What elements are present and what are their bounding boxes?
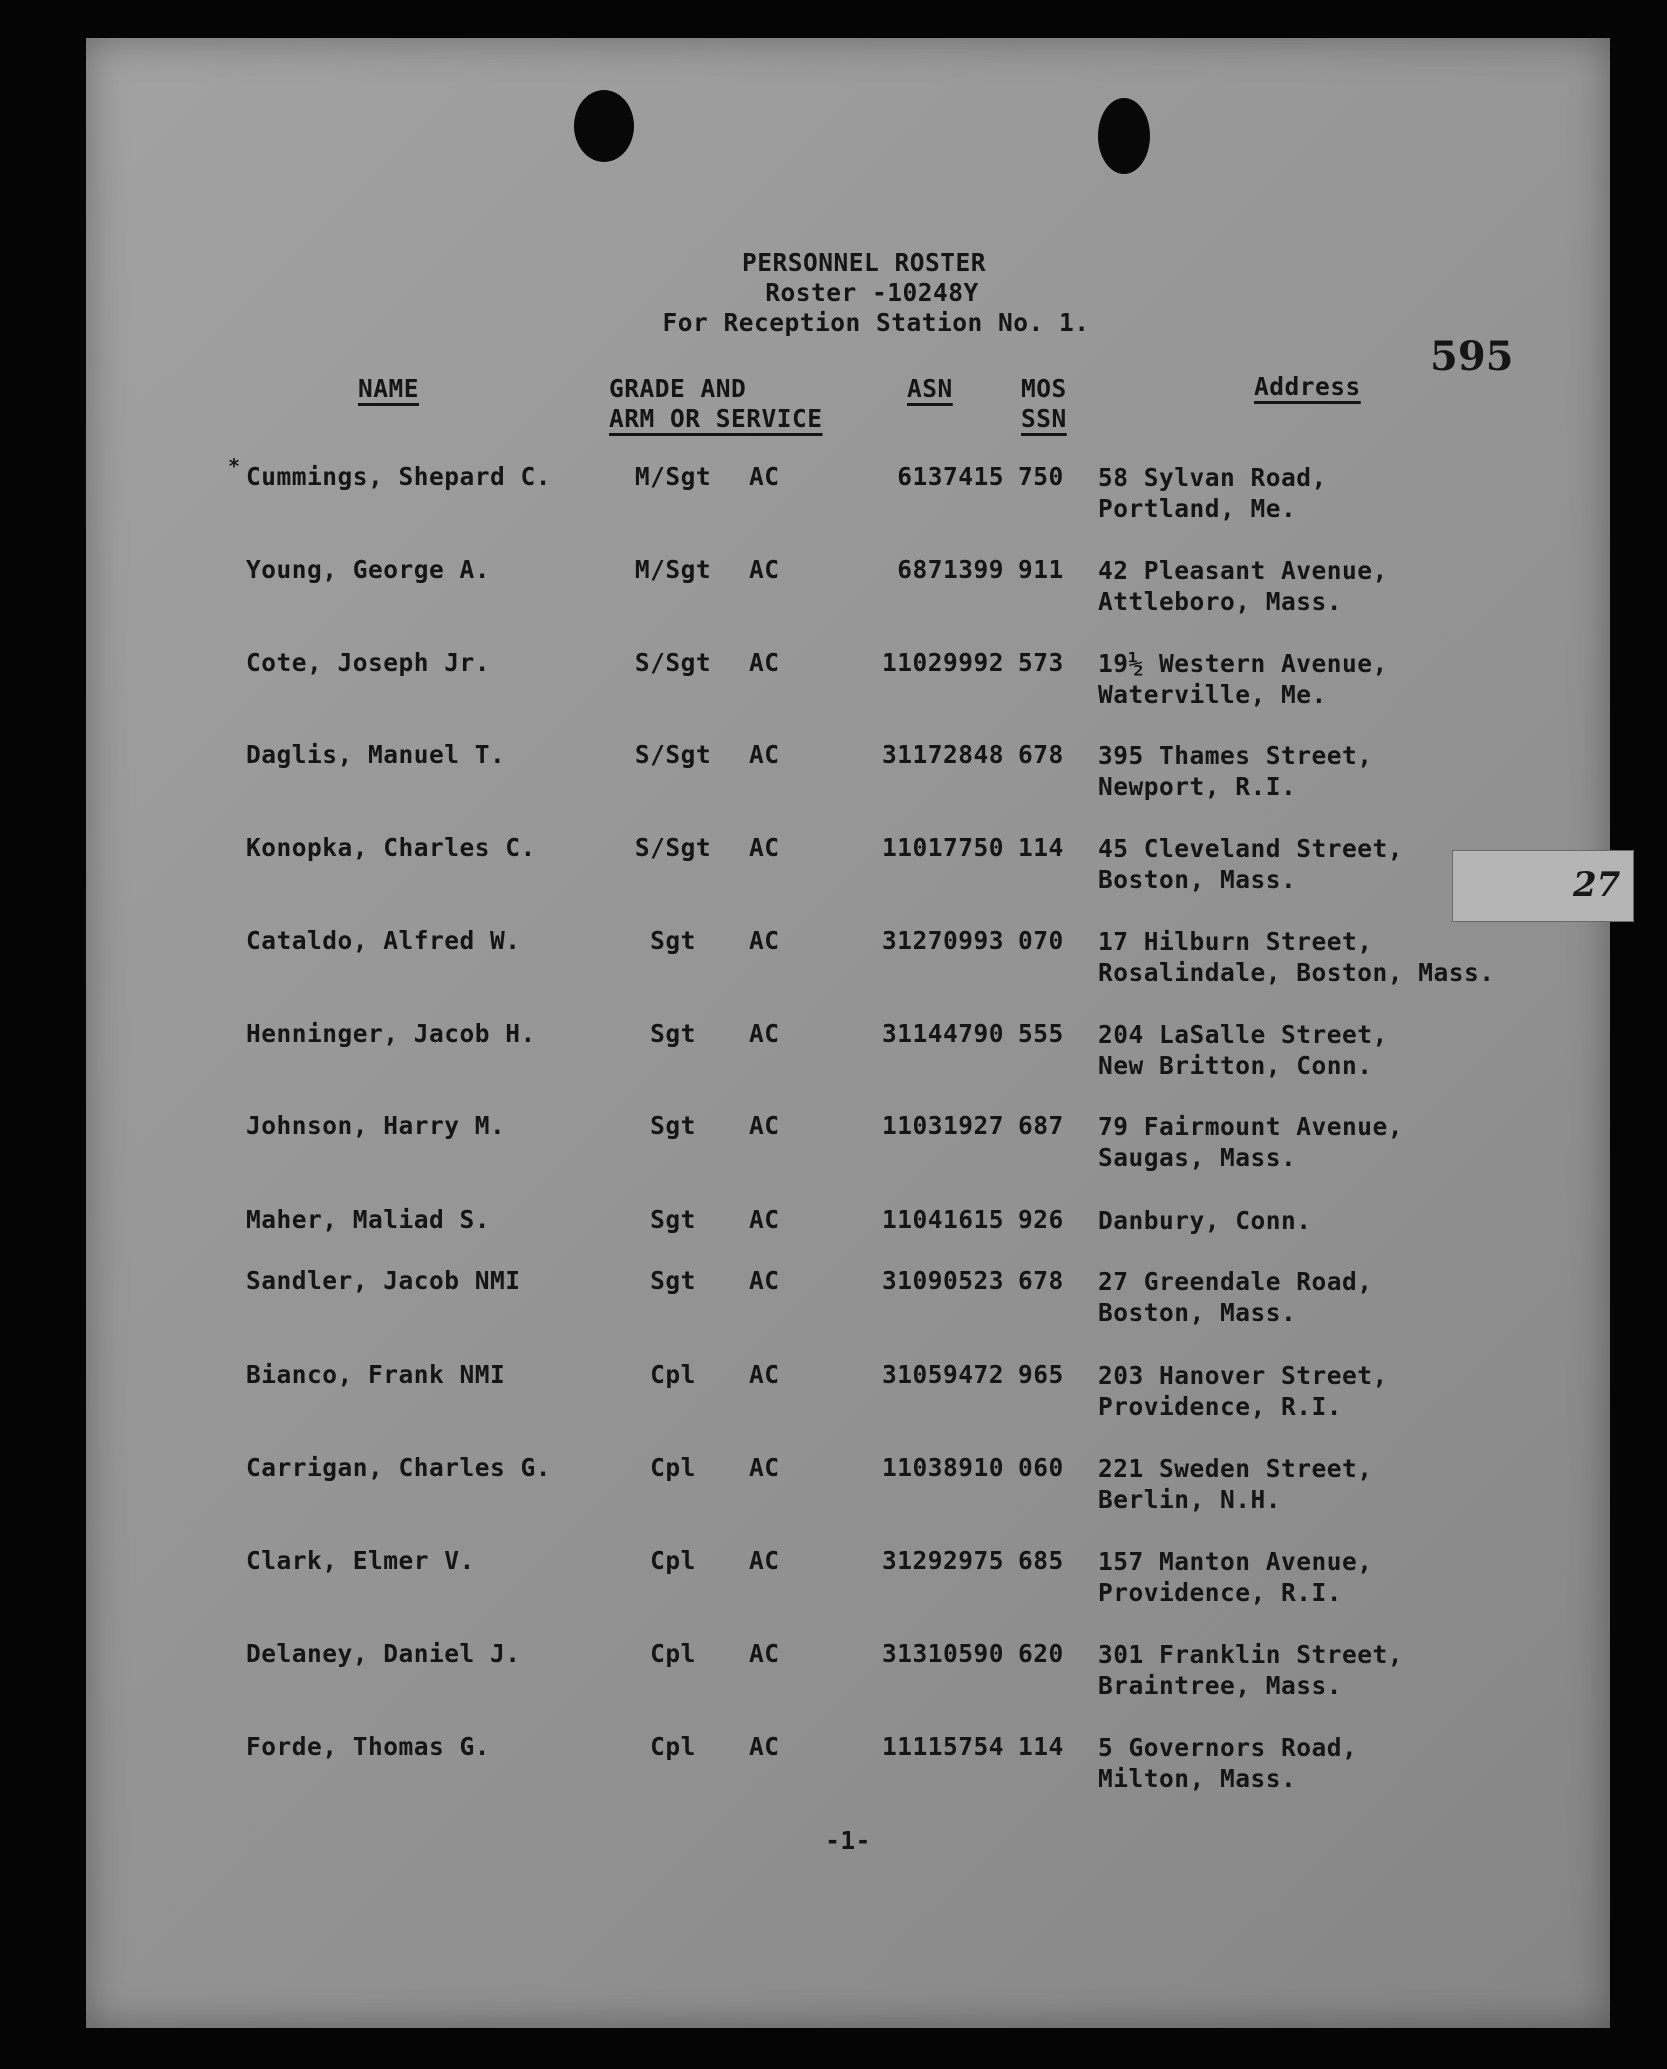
cell-grade: M/Sgt — [634, 462, 712, 491]
address-line: 19½ Western Avenue, — [1098, 649, 1388, 678]
address-line: Providence, R.I. — [1098, 1578, 1343, 1607]
address-line: Milton, Mass. — [1098, 1764, 1297, 1793]
address-line: 79 Fairmount Avenue, — [1098, 1112, 1404, 1141]
cell-grade: Sgt — [650, 1019, 696, 1048]
cell-arm: AC — [749, 1111, 780, 1140]
cell-arm: AC — [749, 1453, 780, 1482]
roster-number: Roster -10248Y — [765, 278, 979, 307]
cell-mos: 114 — [1018, 833, 1064, 862]
page-number: -1- — [825, 1826, 871, 1855]
roster-page — [86, 38, 1610, 2028]
cell-address — [1098, 926, 1495, 988]
cell-asn: 31172848 — [881, 740, 1004, 769]
cell-arm: AC — [749, 1360, 780, 1389]
cell-name: Daglis, Manuel T. — [246, 740, 506, 769]
cell-address — [1098, 833, 1403, 895]
cell-arm: AC — [749, 1639, 780, 1668]
cell-name: Cummings, Shepard C. — [246, 462, 552, 491]
table-row — [86, 555, 1610, 625]
roster-title: PERSONNEL ROSTER — [741, 248, 986, 277]
column-header-grade-line1: GRADE AND — [609, 374, 747, 403]
cell-address — [1098, 1266, 1373, 1328]
cell-asn: 31090523 — [881, 1266, 1004, 1295]
cell-mos: 573 — [1018, 648, 1064, 677]
cell-arm: AC — [749, 555, 780, 584]
cell-mos: 965 — [1018, 1360, 1064, 1389]
cell-mos: 070 — [1018, 926, 1064, 955]
address-line: Waterville, Me. — [1098, 680, 1327, 709]
address-line: 203 Hanover Street, — [1098, 1361, 1388, 1390]
cell-grade: Cpl — [650, 1639, 696, 1668]
table-row — [86, 1266, 1610, 1336]
cell-address — [1098, 1019, 1388, 1081]
index-tab — [1452, 850, 1634, 922]
cell-arm: AC — [749, 462, 780, 491]
cell-mos: 620 — [1018, 1639, 1064, 1668]
cell-name: Young, George A. — [246, 555, 491, 584]
station-line: For Reception Station No. 1. — [662, 308, 1090, 337]
asterisk-mark: * — [228, 454, 241, 478]
cell-arm: AC — [749, 1266, 780, 1295]
column-header-asn: ASN — [907, 374, 953, 403]
cell-asn: 11031927 — [881, 1111, 1004, 1140]
cell-mos: 678 — [1018, 1266, 1064, 1295]
table-row — [86, 1360, 1610, 1430]
table-row — [86, 1453, 1610, 1523]
cell-mos: 911 — [1018, 555, 1064, 584]
address-line: Portland, Me. — [1098, 494, 1297, 523]
cell-name: Clark, Elmer V. — [246, 1546, 475, 1575]
address-line: 157 Manton Avenue, — [1098, 1547, 1373, 1576]
cell-address — [1098, 740, 1373, 802]
cell-name: Delaney, Daniel J. — [246, 1639, 521, 1668]
cell-name: Konopka, Charles C. — [246, 833, 536, 862]
cell-mos: 926 — [1018, 1205, 1064, 1234]
address-line: Saugas, Mass. — [1098, 1143, 1297, 1172]
cell-grade: Sgt — [650, 1266, 696, 1295]
cell-asn: 6137415 — [897, 462, 1004, 491]
cell-address — [1098, 1360, 1388, 1422]
address-line: Danbury, Conn. — [1098, 1206, 1312, 1235]
cell-address — [1098, 648, 1388, 710]
cell-asn: 31292975 — [881, 1546, 1004, 1575]
punch-hole — [574, 90, 634, 162]
cell-asn: 11017750 — [881, 833, 1004, 862]
cell-grade: Sgt — [650, 1111, 696, 1140]
cell-asn: 31144790 — [881, 1019, 1004, 1048]
table-row — [86, 833, 1610, 903]
table-row — [86, 1019, 1610, 1089]
cell-address — [1098, 1453, 1373, 1515]
cell-name: Johnson, Harry M. — [246, 1111, 506, 1140]
column-header-name: NAME — [358, 374, 420, 403]
address-line: 5 Governors Road, — [1098, 1733, 1358, 1762]
cell-asn: 11038910 — [881, 1453, 1004, 1482]
cell-arm: AC — [749, 1019, 780, 1048]
address-line: 221 Sweden Street, — [1098, 1454, 1373, 1483]
address-line: New Britton, Conn. — [1098, 1051, 1373, 1080]
cell-grade: Cpl — [650, 1732, 696, 1761]
cell-asn: 6871399 — [897, 555, 1004, 584]
address-line: 395 Thames Street, — [1098, 741, 1373, 770]
table-row — [86, 1205, 1610, 1275]
cell-arm: AC — [749, 833, 780, 862]
cell-mos: 678 — [1018, 740, 1064, 769]
cell-mos: 060 — [1018, 1453, 1064, 1482]
cell-arm: AC — [749, 1546, 780, 1575]
punch-hole — [1098, 98, 1150, 174]
cell-grade: Sgt — [650, 926, 696, 955]
address-line: Boston, Mass. — [1098, 1298, 1297, 1327]
cell-address — [1098, 462, 1327, 524]
cell-name: Sandler, Jacob NMI — [246, 1266, 521, 1295]
cell-arm: AC — [749, 1205, 780, 1234]
cell-grade: S/Sgt — [634, 740, 712, 769]
cell-grade: S/Sgt — [634, 833, 712, 862]
cell-name: Bianco, Frank NMI — [246, 1360, 506, 1389]
column-header-ssn: SSN — [1021, 404, 1067, 433]
cell-name: Maher, Maliad S. — [246, 1205, 491, 1234]
table-row — [86, 454, 1610, 532]
table-row — [86, 648, 1610, 718]
cell-asn: 31310590 — [881, 1639, 1004, 1668]
address-line: Attleboro, Mass. — [1098, 587, 1343, 616]
cell-asn: 11041615 — [881, 1205, 1004, 1234]
address-line: Berlin, N.H. — [1098, 1485, 1282, 1514]
cell-name: Cote, Joseph Jr. — [246, 648, 491, 677]
table-row — [86, 1639, 1610, 1709]
table-row — [86, 740, 1610, 810]
address-line: 42 Pleasant Avenue, — [1098, 556, 1388, 585]
cell-name: Carrigan, Charles G. — [246, 1453, 552, 1482]
address-line: Boston, Mass. — [1098, 865, 1297, 894]
cell-arm: AC — [749, 740, 780, 769]
cell-asn: 11115754 — [881, 1732, 1004, 1761]
table-row — [86, 1546, 1610, 1616]
cell-grade: M/Sgt — [634, 555, 712, 584]
address-line: Rosalindale, Boston, Mass. — [1098, 958, 1495, 987]
table-row — [86, 926, 1610, 996]
address-line: Newport, R.I. — [1098, 772, 1297, 801]
cell-asn: 31270993 — [881, 926, 1004, 955]
cell-mos: 685 — [1018, 1546, 1064, 1575]
cell-asn: 31059472 — [881, 1360, 1004, 1389]
table-row — [86, 1111, 1610, 1181]
column-header-mos: MOS — [1021, 374, 1067, 403]
address-line: 45 Cleveland Street, — [1098, 834, 1404, 863]
cell-arm: AC — [749, 1732, 780, 1761]
address-line: 58 Sylvan Road, — [1098, 463, 1327, 492]
cell-grade: Cpl — [650, 1360, 696, 1389]
cell-mos: 750 — [1018, 462, 1064, 491]
stamped-page-code: 595 — [1430, 333, 1514, 380]
address-line: 17 Hilburn Street, — [1098, 927, 1373, 956]
cell-mos: 687 — [1018, 1111, 1064, 1140]
cell-address — [1098, 555, 1388, 617]
cell-address — [1098, 1546, 1373, 1608]
address-line: Providence, R.I. — [1098, 1392, 1343, 1421]
cell-grade: Cpl — [650, 1546, 696, 1575]
cell-grade: Cpl — [650, 1453, 696, 1482]
cell-name: Cataldo, Alfred W. — [246, 926, 521, 955]
cell-address — [1098, 1205, 1312, 1236]
table-row — [86, 1732, 1610, 1802]
tab-number: 27 — [1573, 865, 1621, 905]
cell-name: Forde, Thomas G. — [246, 1732, 491, 1761]
column-header-address: Address — [1254, 372, 1361, 401]
address-line: 27 Greendale Road, — [1098, 1267, 1373, 1296]
cell-name: Henninger, Jacob H. — [246, 1019, 536, 1048]
cell-arm: AC — [749, 648, 780, 677]
address-line: 301 Franklin Street, — [1098, 1640, 1404, 1669]
cell-grade: Sgt — [650, 1205, 696, 1234]
cell-mos: 114 — [1018, 1732, 1064, 1761]
cell-address — [1098, 1732, 1357, 1794]
cell-asn: 11029992 — [881, 648, 1004, 677]
cell-arm: AC — [749, 926, 780, 955]
column-header-grade-line2: ARM OR SERVICE — [609, 404, 823, 433]
cell-mos: 555 — [1018, 1019, 1064, 1048]
address-line: Braintree, Mass. — [1098, 1671, 1343, 1700]
cell-address — [1098, 1111, 1403, 1173]
cell-grade: S/Sgt — [634, 648, 712, 677]
address-line: 204 LaSalle Street, — [1098, 1020, 1388, 1049]
cell-address — [1098, 1639, 1403, 1701]
